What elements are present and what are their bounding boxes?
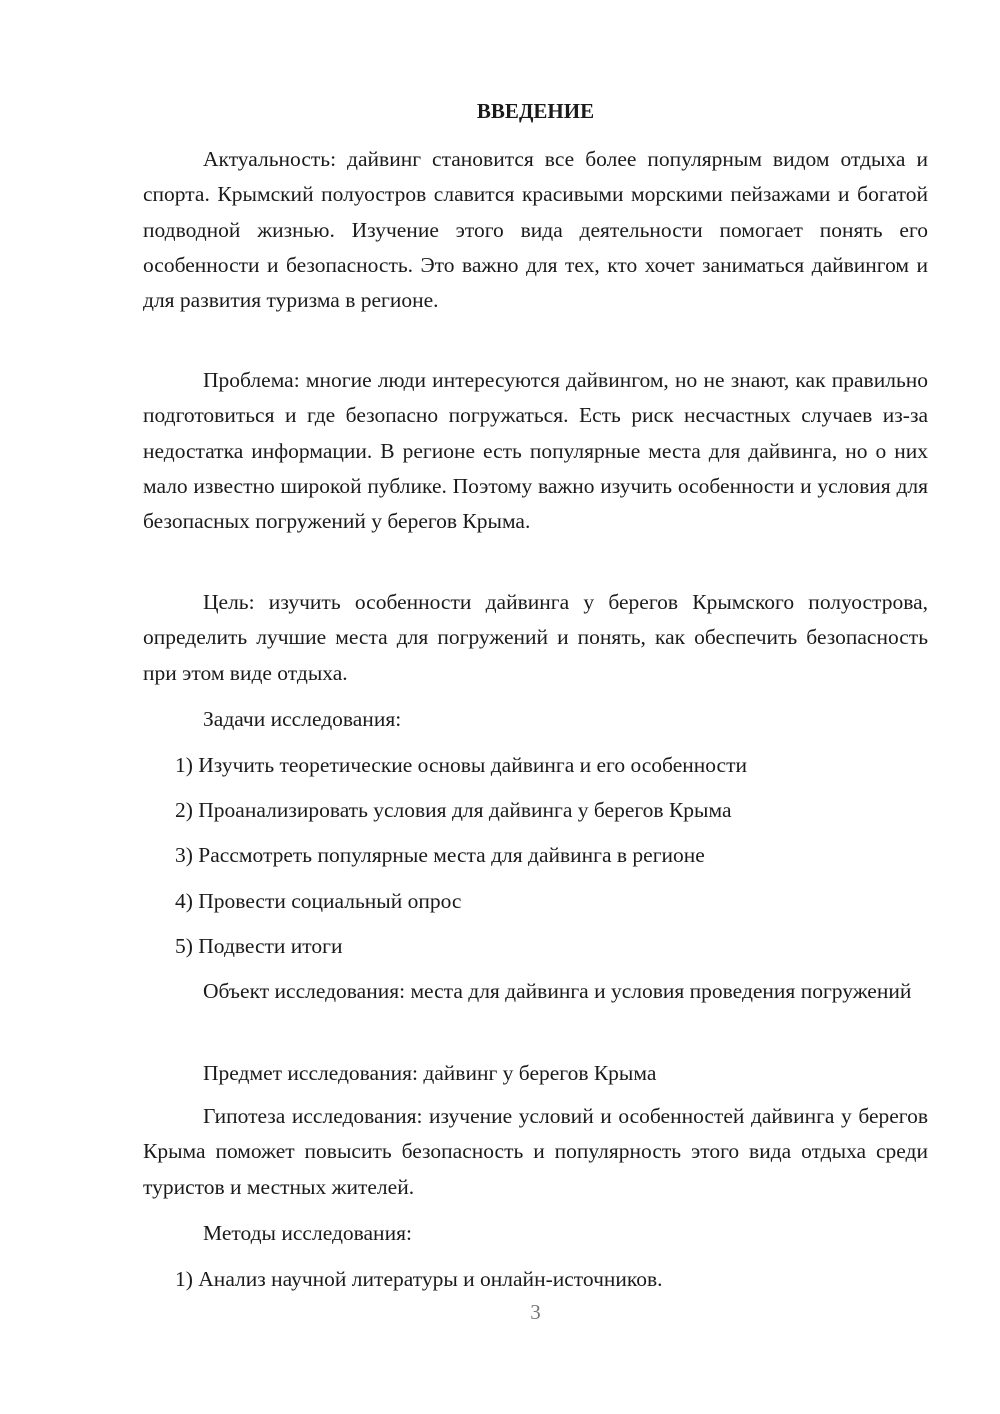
- task-item: 3) Рассмотреть популярные места для дайвинга в регионе: [175, 843, 705, 867]
- task-item: 5) Подвести итоги: [175, 934, 343, 958]
- paragraph-subject: Предмет исследования: дайвинг у берегов Крыма: [203, 1061, 657, 1085]
- task-item: 4) Провести социальный опрос: [175, 889, 462, 913]
- page-number: 3: [530, 1300, 541, 1324]
- task-item: 1) Изучить теоретические основы дайвинга и его особенности: [175, 753, 747, 777]
- paragraph-hypothesis: Гипотеза исследования: изучение условий и особенностей дайвинга у берегов Крыма поможет повысить безопасность и популярность этого вида отдыха среди туристов и местных жителей.: [143, 1104, 928, 1199]
- method-item: 1) Анализ научной литературы и онлайн-источников.: [175, 1267, 663, 1291]
- paragraph-object: Объект исследования: места для дайвинга и условия проведения погружений: [203, 979, 912, 1003]
- tasks-heading: Задачи исследования:: [203, 707, 402, 731]
- paragraph-problem: Проблема: многие люди интересуются дайвингом, но не знают, как правильно подготовиться и где безопасно погружаться. Есть риск несчастных случаев из-за недостатка информации. В регионе есть популярные места для дайвинга, но о них мало известно широкой публике. Поэтому важно изучить особенности и условия для безопасных погружений у берегов Крыма.: [143, 368, 928, 534]
- paragraph-relevance: Актуальность: дайвинг становится все более популярным видом отдыха и спорта. Крымский полуостров славится красивыми морскими пейзажами и богатой подводной жизнью. Изучение этого вида деятельности помогает понять его особенности и безопасность. Это важно для тех, кто хочет заниматься дайвингом и для развития туризма в регионе.: [143, 147, 928, 313]
- section-title: ВВЕДЕНИЕ: [476, 99, 595, 123]
- task-item: 2) Проанализировать условия для дайвинга у берегов Крыма: [175, 798, 732, 822]
- methods-heading: Методы исследования:: [203, 1221, 412, 1245]
- paragraph-goal: Цель: изучить особенности дайвинга у берегов Крымского полуострова, определить лучшие места для погружений и понять, как обеспечить безопасность при этом виде отдыха.: [143, 590, 928, 685]
